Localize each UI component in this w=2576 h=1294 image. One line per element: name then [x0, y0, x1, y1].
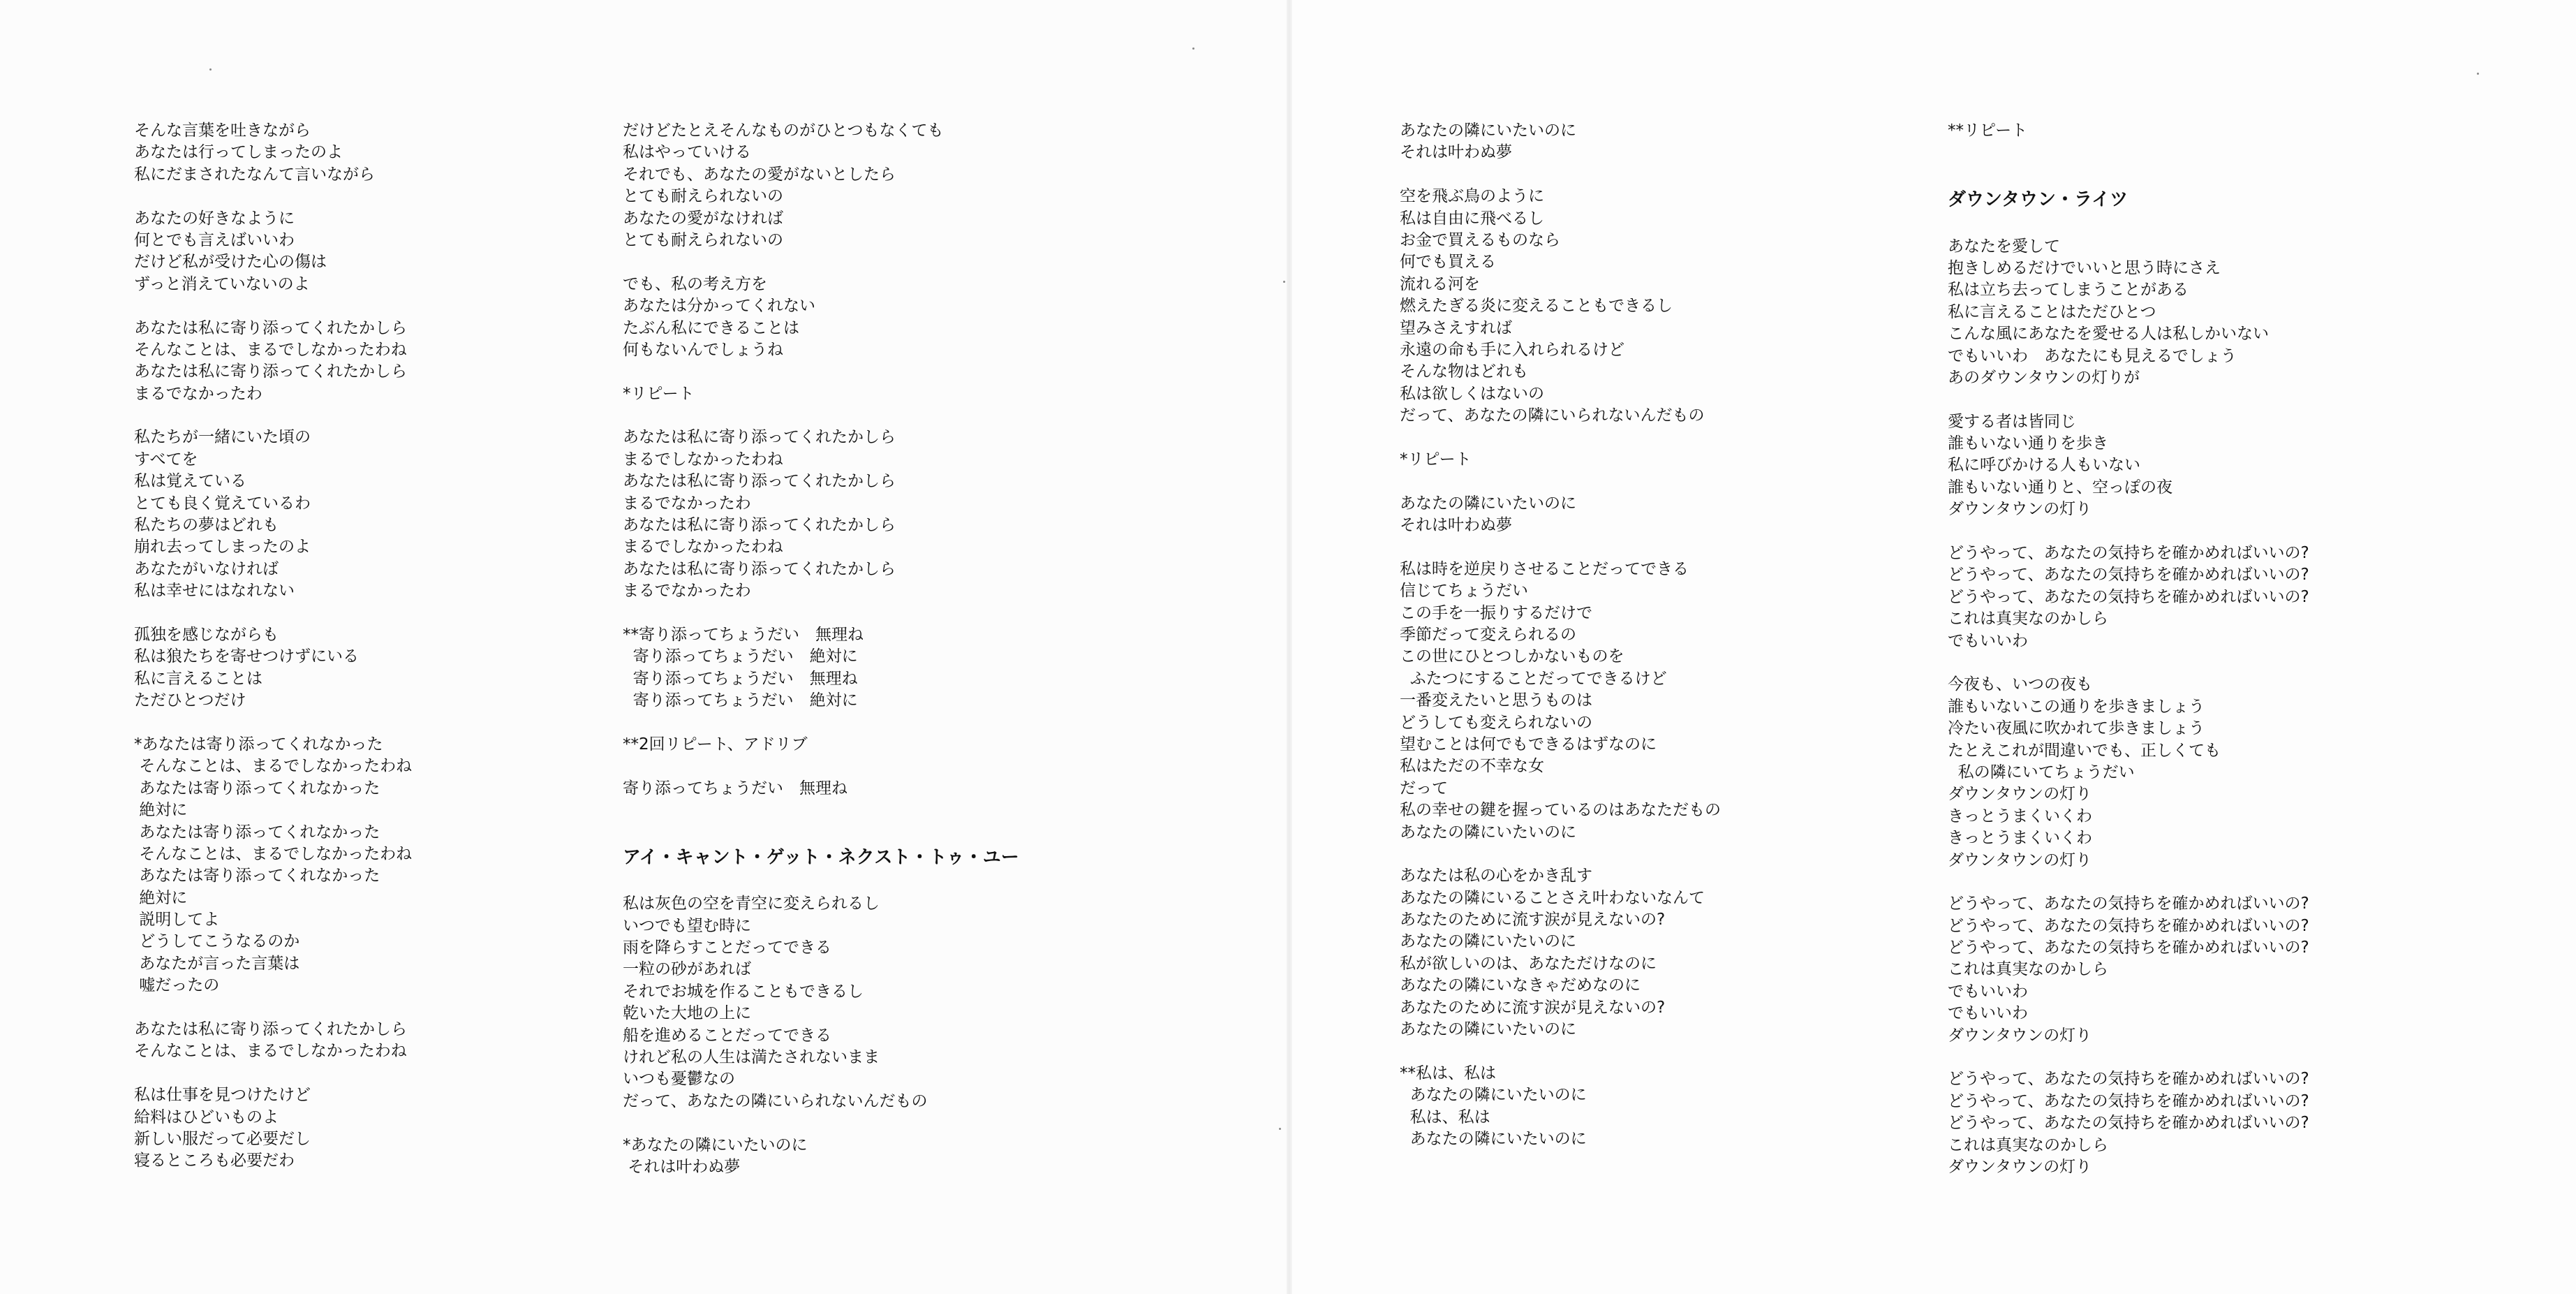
- lyric-line: それでも、あなたの愛がないとしたら: [623, 165, 896, 184]
- lyric-line: あなたは私に寄り添ってくれたかしら: [623, 516, 896, 535]
- lyric-line: だけどたとえそんなものがひとつもなくても: [623, 122, 944, 140]
- lyric-line: とても良く覚えているわ: [134, 494, 311, 513]
- lyric-line: あなたは分かってくれない: [623, 297, 815, 316]
- lyric-line: [134, 186, 706, 207]
- lyric-line: 愛する者は皆同じ: [1948, 412, 2076, 431]
- lyric-line: 寄り添ってちょうだい 絶対に: [623, 647, 858, 666]
- lyric-line: [134, 405, 706, 427]
- lyric-line: **寄り添ってちょうだい 無理ね: [623, 625, 864, 644]
- lyrics-column-3: [1400, 120, 1972, 1150]
- lyric-line: **リピート: [1948, 122, 2028, 140]
- lyric-line: 流れる河を: [1400, 274, 1480, 293]
- center-fold: [1287, 0, 1292, 1294]
- lyric-line: いつも憂鬱なの: [623, 1070, 735, 1089]
- lyric-line: 説明してよ: [134, 911, 220, 929]
- lyric-line: 今夜も、いつの夜も: [1948, 675, 2092, 694]
- lyric-line: でもいいわ あなたにも見えるでしょう: [1948, 346, 2237, 365]
- lyric-line: あなたは私に寄り添ってくれたかしら: [623, 428, 896, 447]
- lyric-line: あなたの隣にいたいのに: [1400, 932, 1576, 951]
- lyric-line: すべてを: [134, 450, 198, 469]
- lyric-line: ずっと消えていないのよ: [134, 274, 310, 293]
- lyric-line: 嘘だったの: [134, 976, 220, 995]
- lyric-line: [623, 1112, 1195, 1134]
- lyric-line: そんな言葉を吐きながら: [134, 122, 311, 140]
- paper-speck: [1283, 281, 1285, 283]
- lyric-line: あなたは私に寄り添ってくれたかしら: [623, 559, 896, 578]
- lyric-line: そんなことは、まるでしなかったわね: [134, 1042, 407, 1061]
- lyric-line: ダウンタウンの灯り: [1948, 500, 2092, 519]
- lyric-line: [1948, 521, 2520, 543]
- lyric-line: 私は自由に飛べるし: [1400, 209, 1544, 228]
- lyric-line: あなたの隣にいたいのに: [1400, 1086, 1587, 1105]
- lyric-line: 私は覚えている: [134, 472, 246, 491]
- lyric-line: どうやって、あなたの気持ちを確かめればいいの?: [1948, 566, 2309, 584]
- song-title: アイ・キャント・ゲット・ネクスト・トゥ・ユー: [623, 846, 1019, 868]
- lyric-line: どうやって、あなたの気持ちを確かめればいいの?: [1948, 939, 2309, 957]
- lyric-line: だって、あなたの隣にいられないんだもの: [1400, 406, 1705, 425]
- lyric-line: たぶん私にできることは: [623, 318, 799, 337]
- lyric-line: あなたの隣にいなきゃだめなのに: [1400, 976, 1641, 995]
- lyric-line: あなたの隣にいたいのに: [1400, 1129, 1587, 1148]
- lyric-line: 寄り添ってちょうだい 無理ね: [623, 779, 847, 797]
- lyric-line: ダウンタウンの灯り: [1948, 785, 2092, 804]
- lyric-line: あなたを愛して: [1948, 237, 2060, 256]
- lyric-line: [134, 997, 706, 1019]
- lyric-line: **私は、私は: [1400, 1064, 1496, 1082]
- lyric-line: 永遠の命も手に入れられるけど: [1400, 340, 1624, 359]
- lyric-line: 船を進めることだってできる: [623, 1026, 831, 1045]
- lyric-line: あなたは私に寄り添ってくれたかしら: [623, 472, 896, 491]
- lyric-line: あなたの隣にいたいのに: [1400, 1020, 1576, 1039]
- lyric-line: [1400, 536, 1972, 558]
- lyric-line: [1400, 1041, 1972, 1062]
- lyric-line: あなたの隣にいたいのに: [1400, 823, 1576, 841]
- lyric-line: [623, 756, 1195, 777]
- lyric-line: どうやって、あなたの気持ちを確かめればいいの?: [1948, 1070, 2309, 1089]
- lyric-line: 寄り添ってちょうだい 無理ね: [623, 669, 858, 688]
- lyric-line: それは叶わぬ夢: [1400, 143, 1512, 162]
- lyric-line: 一番変えたいと思うものは: [1400, 691, 1592, 710]
- lyric-line: あなたのために流す涙が見えないの?: [1400, 911, 1666, 929]
- lyric-line: ダウンタウンの灯り: [1948, 1026, 2092, 1045]
- lyric-line: [623, 361, 1195, 383]
- lyric-line: あなたの愛がなければ: [623, 209, 783, 228]
- lyric-line: まるでしなかったわね: [623, 450, 783, 469]
- lyric-line: あなたは寄り添ってくれなかった: [134, 867, 380, 885]
- lyric-line: [1400, 844, 1972, 865]
- lyric-line: 給料はひどいものよ: [134, 1108, 279, 1126]
- lyric-line: 私にだまされたなんて言いながら: [134, 165, 375, 184]
- paper-speck: [209, 68, 212, 71]
- lyric-line: 燃えたぎる炎に変えることもできるし: [1400, 297, 1673, 316]
- lyric-line: あなたは寄り添ってくれなかった: [134, 779, 380, 797]
- lyric-line: どうやって、あなたの気持ちを確かめればいいの?: [1948, 916, 2309, 935]
- lyric-line: [623, 405, 1195, 427]
- lyric-line: 私は狼たちを寄せつけずにいる: [134, 647, 359, 666]
- paper-speck: [1279, 1128, 1281, 1130]
- lyric-line: けれど私の人生は満たされないまま: [623, 1048, 880, 1067]
- lyric-line: 私が欲しいのは、あなただけなのに: [1400, 954, 1657, 973]
- lyric-line: [1948, 1047, 2520, 1068]
- lyric-line: *あなたの隣にいたいのに: [623, 1135, 808, 1154]
- lyric-line: 私たちが一緒にいた頃の: [134, 428, 311, 447]
- lyric-line: どうやって、あなたの気持ちを確かめればいいの?: [1948, 1114, 2309, 1133]
- lyric-line: 私は時を逆戻りさせることだってできる: [1400, 559, 1689, 578]
- lyric-line: そんなことは、まるでしなかったわね: [134, 757, 413, 776]
- lyric-line: [1948, 389, 2520, 411]
- lyric-line: あなたは私の心をかき乱す: [1400, 867, 1592, 885]
- lyric-line: でも、私の考え方を: [623, 274, 767, 293]
- lyric-line: 誰もいないこの通りを歩きましょう: [1948, 697, 2205, 716]
- lyric-line: どうやって、あなたの気持ちを確かめればいいの?: [1948, 587, 2309, 606]
- lyric-line: あなたは私に寄り添ってくれたかしら: [134, 1020, 407, 1039]
- lyric-line: どうやって、あなたの気持ちを確かめればいいの?: [1948, 895, 2309, 913]
- lyric-line: 雨を降らすことだってできる: [623, 939, 831, 957]
- lyric-line: 私に言えることはただひとつ: [1948, 302, 2156, 321]
- lyric-line: [134, 1063, 706, 1085]
- lyric-line: 誰もいない通りを歩き: [1948, 434, 2108, 453]
- lyric-line: *リピート: [1400, 450, 1472, 469]
- lyric-line: 抱きしめるだけでいいと思う時にさえ: [1948, 258, 2221, 277]
- lyric-line: そんなことは、まるでしなかったわね: [134, 844, 413, 863]
- lyric-line: こんな風にあなたを愛せる人は私しかいない: [1948, 325, 2269, 344]
- lyric-line: [623, 872, 1195, 893]
- lyric-line: あなたは行ってしまったのよ: [134, 143, 343, 162]
- lyric-line: どうしても変えられないの: [1400, 713, 1592, 732]
- lyric-line: [1948, 164, 2520, 186]
- paper-speck: [1192, 47, 1194, 50]
- lyric-line: 私は灰色の空を青空に変えられるし: [623, 895, 880, 913]
- lyric-line: 何とでも言えばいいわ: [134, 230, 295, 249]
- lyric-line: どうやって、あなたの気持ちを確かめればいいの?: [1948, 544, 2309, 563]
- lyric-line: [1948, 872, 2520, 893]
- lyric-line: この世にひとつしかないものを: [1400, 647, 1624, 666]
- lyric-line: 絶対に: [134, 801, 188, 820]
- lyric-line: きっとうまくいくわ: [1948, 807, 2092, 825]
- lyric-line: ダウンタウンの灯り: [1948, 1157, 2092, 1176]
- lyric-line: たとえこれが間違いでも、正しくても: [1948, 741, 2221, 760]
- lyric-line: まるでなかったわ: [134, 384, 262, 403]
- lyric-line: 絶対に: [134, 888, 188, 907]
- lyric-line: これは真実なのかしら: [1948, 960, 2108, 979]
- lyric-line: 一粒の砂があれば: [623, 960, 751, 979]
- lyric-line: あなたの隣にいたいのに: [1400, 122, 1576, 140]
- lyric-line: [623, 251, 1195, 273]
- lyric-line: 私に呼びかける人もいない: [1948, 456, 2140, 475]
- lyric-line: あなたの隣にいることさえ叶わないなんて: [1400, 888, 1705, 907]
- lyric-line: それでお城を作ることもできるし: [623, 982, 864, 1001]
- lyric-line: あなたは私に寄り添ってくれたかしら: [134, 362, 407, 381]
- lyric-line: とても耐えられないの: [623, 187, 783, 206]
- lyric-line: 私は幸せにはなれない: [134, 582, 295, 601]
- lyric-line: ただひとつだけ: [134, 691, 246, 710]
- lyric-line: あのダウンタウンの灯りが: [1948, 368, 2140, 387]
- lyric-line: [1948, 214, 2520, 235]
- lyric-line: *リピート: [623, 384, 695, 403]
- lyric-line: 冷たい夜風に吹かれて歩きましょう: [1948, 719, 2205, 738]
- paper-speck: [2477, 73, 2479, 75]
- lyric-line: だって、あなたの隣にいられないんだもの: [623, 1091, 928, 1110]
- lyric-line: 私はやっていける: [623, 143, 751, 162]
- lyric-line: [134, 712, 706, 734]
- lyric-line: いつでも望む時に: [623, 916, 751, 935]
- lyric-line: 寄り添ってちょうだい 絶対に: [623, 691, 858, 710]
- lyric-line: あなたの好きなように: [134, 209, 295, 228]
- lyric-line: 私に言えることは: [134, 669, 262, 688]
- lyric-line: 私の隣にいてちょうだい: [1948, 763, 2135, 781]
- lyric-line: だって: [1400, 779, 1448, 797]
- song-title: ダウンタウン・ライツ: [1948, 189, 2129, 211]
- lyric-line: 私は欲しくはないの: [1400, 384, 1544, 403]
- lyric-line: 私の幸せの鍵を握っているのはあなただもの: [1400, 801, 1721, 820]
- lyrics-column-1: [134, 120, 706, 1172]
- lyric-line: [623, 822, 1195, 844]
- lyric-line: まるでなかったわ: [623, 582, 751, 601]
- lyric-line: 何でも買える: [1400, 253, 1496, 272]
- lyric-line: あなたは寄り添ってくれなかった: [134, 823, 380, 841]
- lyric-line: [1400, 164, 1972, 186]
- lyric-line: [134, 603, 706, 624]
- lyric-line: [1400, 427, 1972, 448]
- lyric-line: でもいいわ: [1948, 982, 2028, 1001]
- lyric-line: あなたの隣にいたいのに: [1400, 494, 1576, 513]
- lyric-line: まるでしなかったわね: [623, 538, 783, 557]
- lyric-line: ふたつにすることだってできるけど: [1400, 669, 1667, 688]
- lyric-line: 信じてちょうだい: [1400, 582, 1528, 601]
- lyric-line: 乾いた大地の上に: [623, 1004, 751, 1023]
- lyric-line: [1400, 471, 1972, 492]
- lyric-line: 私は立ち去ってしまうことがある: [1948, 281, 2189, 300]
- lyric-line: [623, 603, 1195, 624]
- lyrics-column-4: [1948, 120, 2520, 1178]
- lyric-line: まるでなかったわ: [623, 494, 751, 513]
- lyric-line: [1948, 142, 2520, 163]
- lyric-line: [623, 712, 1195, 734]
- lyric-line: これは真実なのかしら: [1948, 610, 2108, 628]
- lyric-line: [134, 295, 706, 317]
- lyric-line: [623, 800, 1195, 821]
- lyric-line: 季節だって変えられるの: [1400, 625, 1576, 644]
- lyric-line: 新しい服だって必要だし: [134, 1129, 311, 1148]
- lyric-line: この手を一振りするだけで: [1400, 603, 1592, 622]
- lyric-line: あなたがいなければ: [134, 559, 279, 578]
- lyric-line: 崩れ去ってしまったのよ: [134, 538, 311, 557]
- lyric-line: きっとうまくいくわ: [1948, 829, 2092, 848]
- lyric-line: だけど私が受けた心の傷は: [134, 253, 327, 272]
- lyric-line: お金で買えるものなら: [1400, 230, 1560, 249]
- lyric-line: *あなたは寄り添ってくれなかった: [134, 735, 383, 753]
- lyric-line: **2回リピート、アドリブ: [623, 735, 808, 753]
- lyric-line: あなたが言った言葉は: [134, 954, 300, 973]
- lyric-line: あなたのために流す涙が見えないの?: [1400, 998, 1666, 1017]
- lyric-line: そんな物はどれも: [1400, 362, 1528, 381]
- lyrics-column-2: [623, 120, 1195, 1178]
- lyric-line: 私はただの不幸な女: [1400, 757, 1544, 776]
- lyric-line: ダウンタウンの灯り: [1948, 851, 2092, 869]
- lyric-line: [1948, 652, 2520, 674]
- lyric-line: 空を飛ぶ鳥のように: [1400, 187, 1544, 206]
- lyric-line: 私は、私は: [1400, 1108, 1490, 1126]
- lyric-line: 私は仕事を見つけたけど: [134, 1086, 311, 1105]
- lyric-line: とても耐えられないの: [623, 230, 783, 249]
- lyric-line: どうしてこうなるのか: [134, 932, 300, 951]
- lyric-line: 孤独を感じながらも: [134, 625, 279, 644]
- lyric-line: 私たちの夢はどれも: [134, 516, 279, 535]
- lyric-line: それは叶わぬ夢: [623, 1157, 741, 1176]
- lyric-line: どうやって、あなたの気持ちを確かめればいいの?: [1948, 1091, 2309, 1110]
- lyric-line: 寝るところも必要だわ: [134, 1152, 295, 1170]
- lyric-line: 望むことは何でもできるはずなのに: [1400, 735, 1657, 753]
- lyric-line: でもいいわ: [1948, 631, 2028, 650]
- lyric-line: そんなことは、まるでしなかったわね: [134, 340, 407, 359]
- lyric-line: 何もないんでしょうね: [623, 340, 783, 359]
- lyric-line: 誰もいない通りと、空っぽの夜: [1948, 478, 2172, 497]
- lyric-line: 望みさえすれば: [1400, 318, 1512, 337]
- lyric-line: あなたは私に寄り添ってくれたかしら: [134, 318, 407, 337]
- lyric-line: それは叶わぬ夢: [1400, 516, 1512, 535]
- lyric-line: これは真実なのかしら: [1948, 1135, 2108, 1154]
- lyric-line: でもいいわ: [1948, 1004, 2028, 1023]
